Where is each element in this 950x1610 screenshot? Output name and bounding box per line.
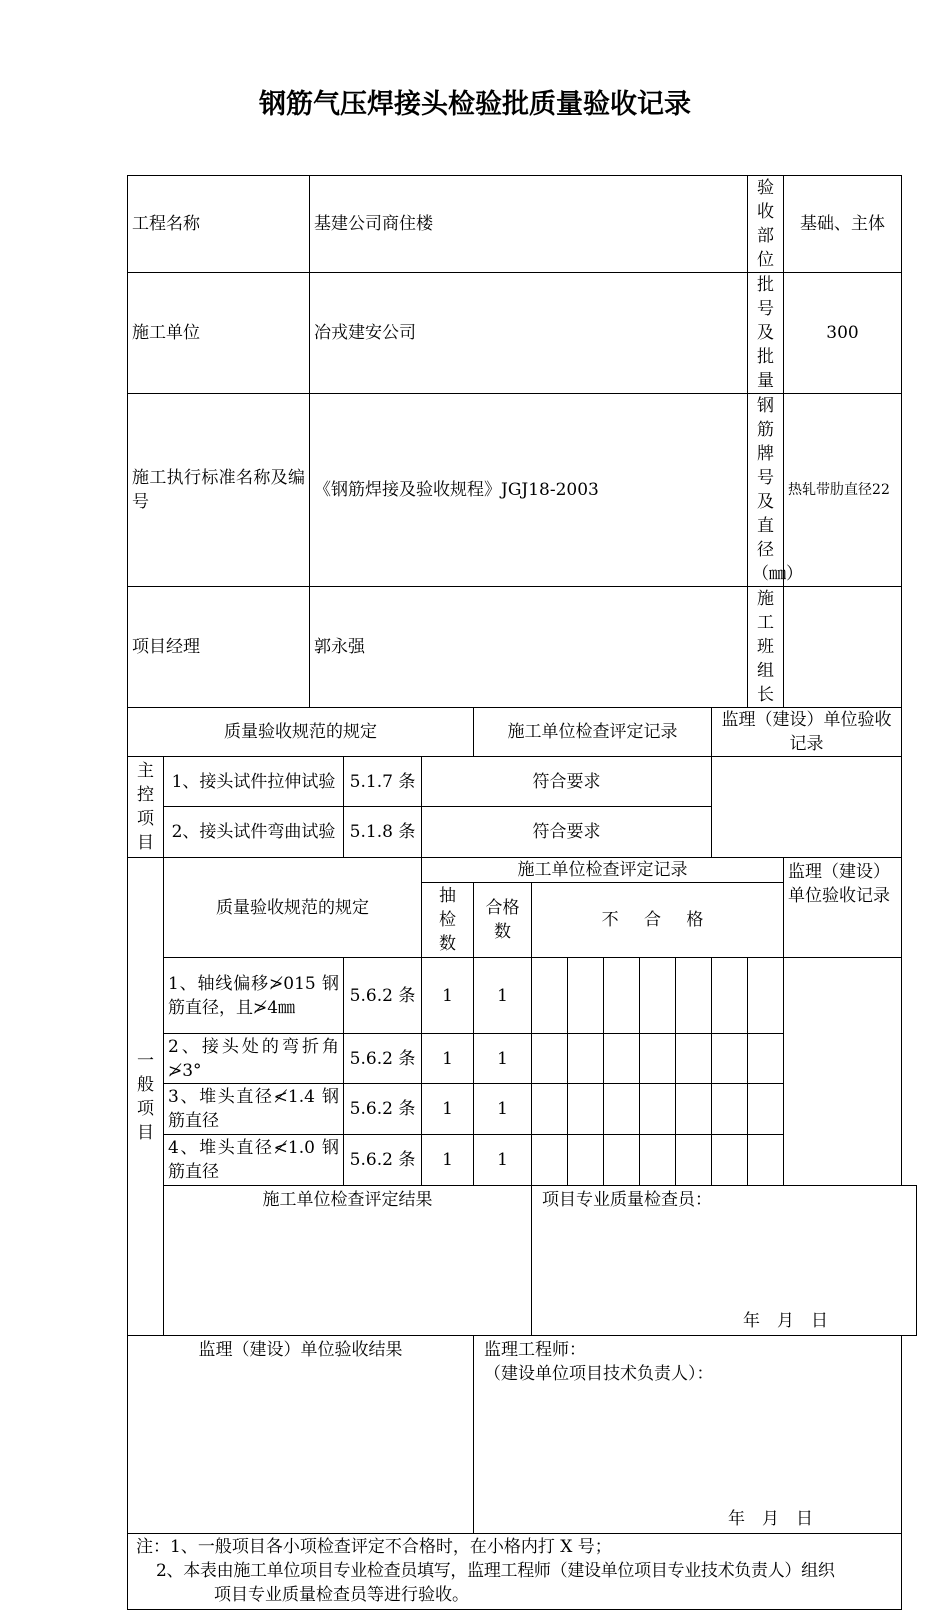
standard-label: 施工执行标准名称及编号: [128, 394, 310, 587]
unqualified-cell: [604, 1034, 640, 1084]
unqualified-cell: [640, 1135, 676, 1186]
general-item-2-sampled: 1: [422, 1034, 474, 1084]
batch-value: 300: [784, 273, 902, 394]
unqualified-cell: [532, 958, 568, 1034]
main-item-2-result: 符合要求: [422, 807, 712, 858]
constructor-result-cell: [532, 1186, 917, 1336]
unqualified-cell: [676, 1034, 712, 1084]
general-item-3-qualified: 1: [474, 1084, 532, 1135]
owner-rep-label: （建设单位项目技术负责人）：: [484, 1364, 714, 1384]
unqualified-cell: [568, 1135, 604, 1186]
general-col-unqualified: 不 合 格: [532, 883, 784, 958]
general-item-2-qualified: 1: [474, 1034, 532, 1084]
unqualified-cell: [640, 1084, 676, 1135]
general-item-4-clause: 5.6.2 条: [344, 1135, 422, 1186]
general-item-4-sampled: 1: [422, 1135, 474, 1186]
notes-cell: [128, 1534, 902, 1610]
general-item-3: 3、堆头直径≮1.4 钢筋直径: [164, 1084, 344, 1135]
project-name-value: 基建公司商住楼: [310, 176, 748, 273]
main-item-1-clause: 5.1.7 条: [344, 757, 422, 807]
general-item-1-qualified: 1: [474, 958, 532, 1034]
note-line-3: 项目专业质量检查员等进行验收。: [214, 1585, 469, 1605]
supervisor-result-label: 监理（建设）单位验收结果: [128, 1336, 474, 1534]
general-item-4-qualified: 1: [474, 1135, 532, 1186]
unqualified-cell: [568, 958, 604, 1034]
general-items-supervisor-record: [784, 958, 902, 1186]
general-col-qualified: 合格 数: [474, 883, 532, 958]
main-col-supervisor: 监理（建设）单位验收记录: [712, 708, 902, 757]
general-col-supervisor: 监理（建设）单位验收记录: [784, 858, 902, 958]
general-col-constructor: 施工单位检查评定记录: [422, 858, 784, 883]
unqualified-cell: [676, 1084, 712, 1135]
acceptance-part-label: 验收部位: [748, 176, 784, 273]
unqualified-cell: [676, 958, 712, 1034]
batch-label: 批号及批量: [748, 273, 784, 394]
date-2: 年 月 日: [728, 1509, 814, 1529]
main-item-1: 1、接头试件拉伸试验: [164, 757, 344, 807]
general-col-spec: 质量验收规范的规定: [164, 858, 422, 958]
supervisor-engineer-label: 监理工程师：: [484, 1340, 586, 1360]
main-col-constructor: 施工单位检查评定记录: [474, 708, 712, 757]
unqualified-cell: [568, 1034, 604, 1084]
acceptance-record-table: [127, 175, 917, 1610]
team-leader-label: 施工班组长: [748, 587, 784, 708]
general-item-1-sampled: 1: [422, 958, 474, 1034]
unqualified-cell: [676, 1135, 712, 1186]
general-items-group-label: 一 般 项 目: [128, 858, 164, 1336]
unqualified-cell: [712, 1135, 748, 1186]
constructor-result-label: 施工单位检查评定结果: [164, 1186, 532, 1336]
unqualified-cell: [532, 1034, 568, 1084]
general-col-sampled: 抽 检 数: [422, 883, 474, 958]
unqualified-cell: [712, 1084, 748, 1135]
standard-value: 《钢筋焊接及验收规程》JGJ18-2003: [310, 394, 748, 587]
unqualified-cell: [712, 958, 748, 1034]
unqualified-cell: [604, 958, 640, 1034]
general-item-4: 4、堆头直径≮1.0 钢筋直径: [164, 1135, 344, 1186]
unqualified-cell: [640, 958, 676, 1034]
rebar-value: 热轧带肋直径22: [784, 394, 902, 587]
unqualified-cell: [568, 1084, 604, 1135]
team-leader-value: [784, 587, 902, 708]
date-1: 年 月 日: [743, 1311, 828, 1331]
main-item-1-result: 符合要求: [422, 757, 712, 807]
unqualified-cell: [748, 1135, 784, 1186]
unqualified-cell: [604, 1135, 640, 1186]
note-line-2: 2、本表由施工单位项目专业检查员填写，监理工程师（建设单位项目专业技术负责人）组织: [156, 1561, 835, 1581]
main-item-2: 2、接头试件弯曲试验: [164, 807, 344, 858]
main-item-2-clause: 5.1.8 条: [344, 807, 422, 858]
general-item-2: 2、接头处的弯折角≯3°: [164, 1034, 344, 1084]
unqualified-cell: [604, 1084, 640, 1135]
general-item-3-sampled: 1: [422, 1084, 474, 1135]
rebar-label: 钢筋牌号及直径（㎜）: [748, 394, 784, 587]
main-items-supervisor-record: [712, 757, 902, 858]
inspector-label: 项目专业质量检查员：: [542, 1190, 712, 1210]
main-col-spec: 质量验收规范的规定: [128, 708, 474, 757]
unqualified-cell: [712, 1034, 748, 1084]
project-name-label: 工程名称: [128, 176, 310, 273]
main-items-group-label: 主 控 项 目: [128, 757, 164, 858]
unqualified-cell: [532, 1135, 568, 1186]
unqualified-cell: [748, 958, 784, 1034]
unqualified-cell: [748, 1034, 784, 1084]
unqualified-cell: [748, 1084, 784, 1135]
general-item-3-clause: 5.6.2 条: [344, 1084, 422, 1135]
general-item-1-clause: 5.6.2 条: [344, 958, 422, 1034]
supervisor-result-cell: [474, 1336, 902, 1534]
general-item-1: 1、轴线偏移≯015 钢筋直径，且≯4㎜: [164, 958, 344, 1034]
unqualified-cell: [532, 1084, 568, 1135]
page-title: 钢筋气压焊接头检验批质量验收记录: [259, 89, 691, 120]
constructor-label: 施工单位: [128, 273, 310, 394]
constructor-value: 冶戎建安公司: [310, 273, 748, 394]
acceptance-part-value: 基础、主体: [784, 176, 902, 273]
note-line-1: 注：1、一般项目各小项检查评定不合格时，在小格内打 X 号；: [136, 1537, 612, 1557]
general-item-2-clause: 5.6.2 条: [344, 1034, 422, 1084]
manager-label: 项目经理: [128, 587, 310, 708]
manager-value: 郭永强: [310, 587, 748, 708]
unqualified-cell: [640, 1034, 676, 1084]
